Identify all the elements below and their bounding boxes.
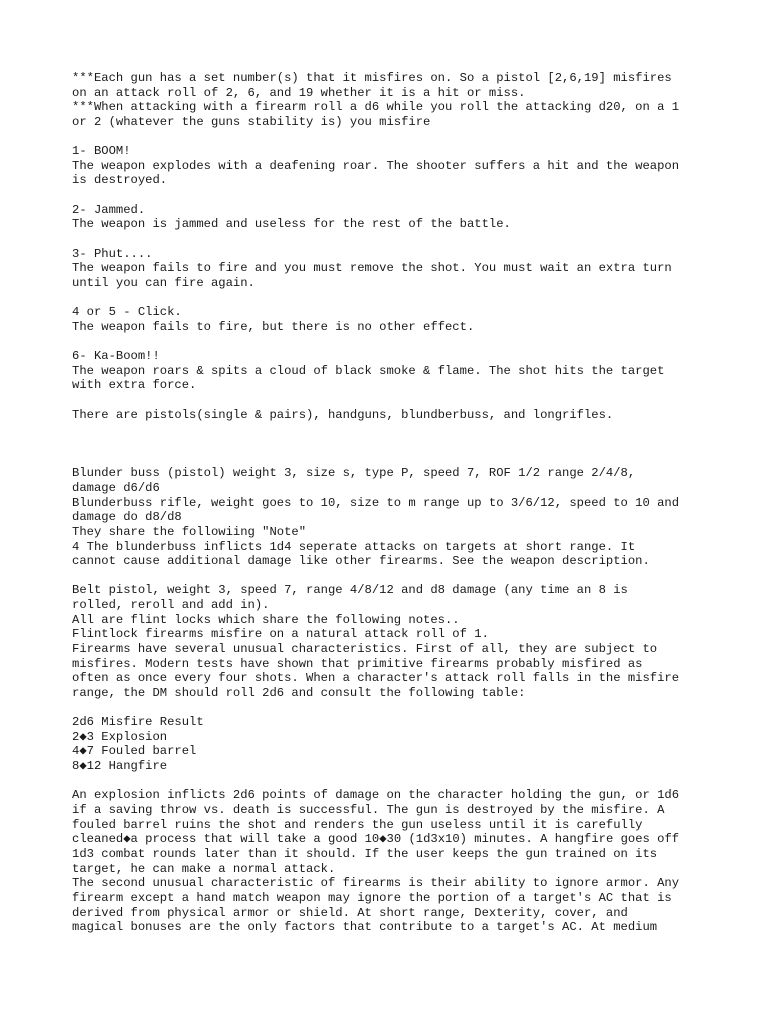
text-line: All are flint locks which share the following notes.. xyxy=(72,612,460,627)
blank-line xyxy=(72,291,732,306)
document-body xyxy=(72,71,732,935)
text-line: 2d6 Misfire Result xyxy=(72,715,204,730)
blank-line xyxy=(72,701,732,716)
text-line: The weapon roars & spits a cloud of black smoke & flame. The shot hits the target xyxy=(72,363,665,378)
text-line: The second unusual characteristic of firearms is their ability to ignore armor. Any xyxy=(72,876,680,891)
text-line: damage d6/d6 xyxy=(72,480,160,495)
blank-line xyxy=(72,335,732,350)
text-line: 1d3 combat rounds later than it should. If the user keeps the gun trained on its xyxy=(72,846,658,861)
text-line: or 2 (whatever the guns stability is) you misfire xyxy=(72,114,431,129)
text-line: target, he can make a normal attack. xyxy=(72,861,336,876)
text-line: ***When attacking with a firearm roll a d6 while you roll the attacking d20, on a 1 xyxy=(72,100,680,115)
text-line: magical bonuses are the only factors that contribute to a target's AC. At medium xyxy=(72,920,658,935)
blank-line xyxy=(72,393,732,408)
text-line: range, the DM should roll 2d6 and consult the following table: xyxy=(72,685,526,700)
text-line: 2- Jammed. xyxy=(72,202,146,217)
text-line: The weapon fails to fire and you must remove the shot. You must wait an extra turn xyxy=(72,261,672,276)
text-line: Firearms have several unusual characteristics. First of all, they are subject to xyxy=(72,641,658,656)
text-line: is destroyed. xyxy=(72,173,168,188)
text-line: derived from physical armor or shield. At short range, Dexterity, cover, and xyxy=(72,905,628,920)
text-line: if a saving throw vs. death is successful. The gun is destroyed by the misfire. A xyxy=(72,803,665,818)
text-line: Flintlock firearms misfire on a natural attack roll of 1. xyxy=(72,627,489,642)
text-line: ***Each gun has a set number(s) that it misfires on. So a pistol [2,6,19] misfires xyxy=(72,71,672,85)
text-line: cleaned◆a process that will take a good 10◆30 (1d3x10) minutes. A hangfire goes off xyxy=(72,832,680,847)
blank-line xyxy=(72,437,732,452)
text-line: The weapon fails to fire, but there is no other effect. xyxy=(72,319,475,334)
blank-line xyxy=(72,452,732,467)
blank-line xyxy=(72,569,732,584)
text-line: They share the followiing "Note" xyxy=(72,524,307,539)
text-line: Blunderbuss rifle, weight goes to 10, size to m range up to 3/6/12, speed to 10 and xyxy=(72,495,680,510)
text-line: rolled, reroll and add in). xyxy=(72,598,270,613)
text-line: until you can fire again. xyxy=(72,275,255,290)
text-line: damage do d8/d8 xyxy=(72,510,182,525)
text-line: The weapon explodes with a deafening roar. The shooter suffers a hit and the weapon xyxy=(72,158,680,173)
text-line: 1- BOOM! xyxy=(72,144,131,159)
blank-line xyxy=(72,232,732,247)
text-line: An explosion inflicts 2d6 points of damage on the character holding the gun, or 1d6 xyxy=(72,788,680,803)
text-line: 4◆7 Fouled barrel xyxy=(72,744,197,759)
text-line: There are pistols(single & pairs), handguns, blundberbuss, and longrifles. xyxy=(72,407,614,422)
text-line: The weapon is jammed and useless for the rest of the battle. xyxy=(72,217,511,232)
blank-line xyxy=(72,130,732,145)
text-line: often as once every four shots. When a character's attack roll falls in the misfire xyxy=(72,671,680,686)
text-line: 8◆12 Hangfire xyxy=(72,759,168,774)
text-line: misfires. Modern tests have shown that primitive firearms probably misfired as xyxy=(72,656,643,671)
text-line: with extra force. xyxy=(72,378,197,393)
text-line: on an attack roll of 2, 6, and 19 whether it is a hit or miss. xyxy=(72,85,526,100)
text-line: cannot cause additional damage like other firearms. See the weapon description. xyxy=(72,554,650,569)
blank-line xyxy=(72,188,732,203)
text-line: fouled barrel ruins the shot and renders the gun useless until it is carefully xyxy=(72,817,643,832)
text-line: 6- Ka-Boom!! xyxy=(72,349,160,364)
text-line: 2◆3 Explosion xyxy=(72,729,168,744)
text-line: 4 The blunderbuss inflicts 1d4 seperate attacks on targets at short range. It xyxy=(72,539,636,554)
text-line: Blunder buss (pistol) weight 3, size s, type P, speed 7, ROF 1/2 range 2/4/8, xyxy=(72,466,636,481)
text-line: Belt pistol, weight 3, speed 7, range 4/8/12 and d8 damage (any time an 8 is xyxy=(72,583,628,598)
text-line: 3- Phut.... xyxy=(72,246,153,261)
blank-line xyxy=(72,774,732,789)
blank-line xyxy=(72,422,732,437)
text-line: firearm except a hand match weapon may ignore the portion of a target's AC that is xyxy=(72,890,672,905)
text-line: 4 or 5 - Click. xyxy=(72,305,182,320)
